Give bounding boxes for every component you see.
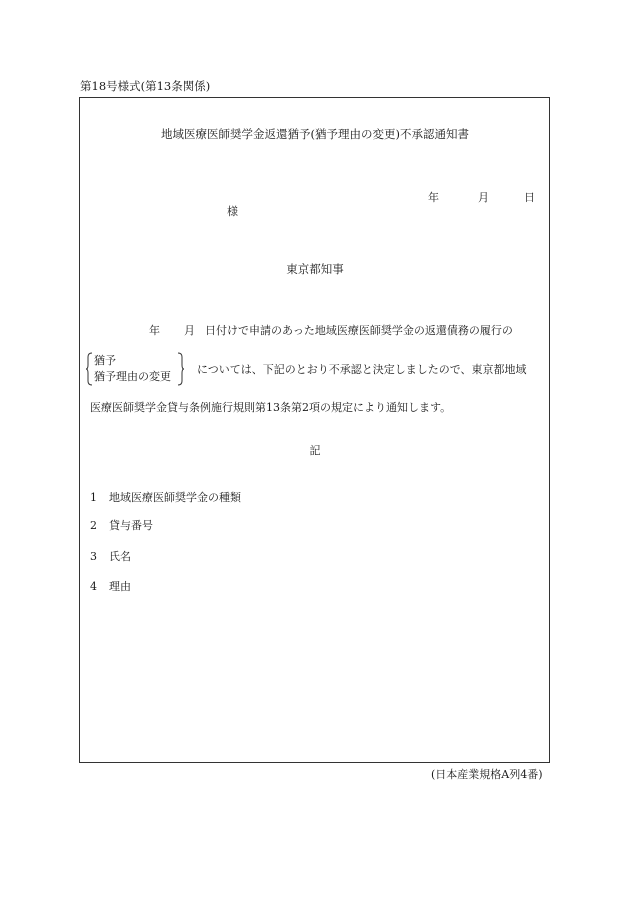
document-title: 地域医療医師奨学金返還猶予(猶予理由の変更)不承認通知書	[161, 127, 469, 141]
issuer-name: 東京都知事	[286, 262, 344, 276]
ki-heading: 記	[309, 444, 321, 457]
date-year-label: 年	[428, 191, 439, 204]
brace-option-reason-change: 猶予理由の変更	[94, 370, 171, 383]
item-label: 氏名	[109, 550, 131, 563]
brace-option-deferral: 猶予	[94, 354, 116, 367]
addressee-suffix: 様	[227, 205, 238, 218]
item-number: 2	[90, 519, 97, 532]
paper-size-footer: (日本産業規格A列4番)	[431, 768, 543, 781]
form-number-header: 第18号様式(第13条関係)	[80, 79, 211, 93]
paragraph-year-label: 年	[149, 324, 160, 337]
item-number: 3	[90, 550, 97, 563]
item-number: 4	[90, 580, 97, 593]
paragraph-line-3: 医療医師奨学金貸与条例施行規則第13条第2項の規定により通知します。	[90, 401, 452, 414]
paragraph-line-1: 日付けで申請のあった地域医療医師奨学金の返還債務の履行の	[205, 324, 513, 337]
item-label: 理由	[109, 580, 131, 593]
item-label: 地域医療医師奨学金の種類	[109, 491, 241, 504]
paragraph-month-label: 月	[184, 324, 195, 337]
date-month-label: 月	[478, 191, 489, 204]
paragraph-line-2: については、下記のとおり不承認と決定しましたので、東京都地域	[197, 363, 527, 376]
date-day-label: 日	[524, 191, 535, 204]
item-label: 貸与番号	[109, 519, 153, 532]
item-number: 1	[90, 491, 97, 504]
